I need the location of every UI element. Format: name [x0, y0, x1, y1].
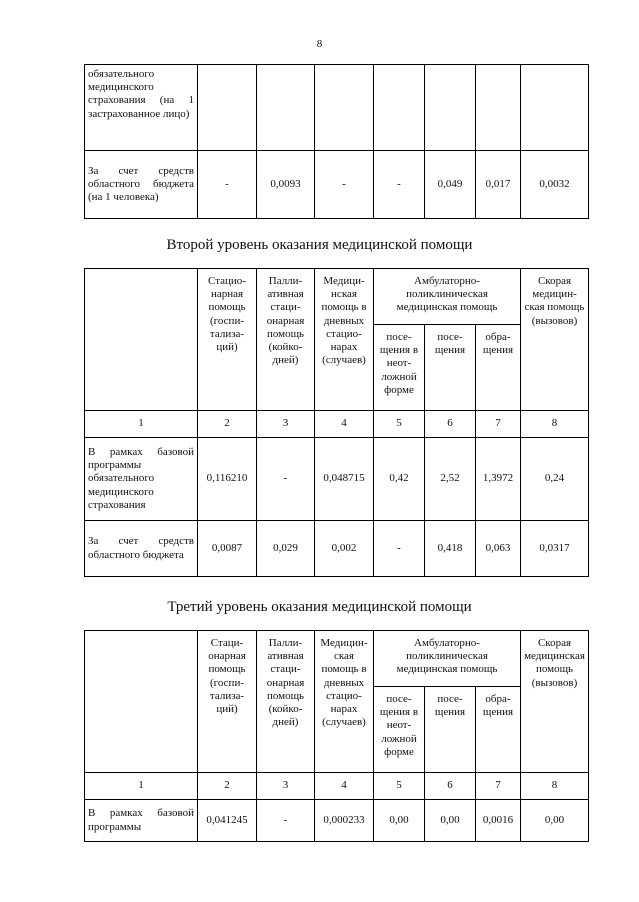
- column-number: 6: [425, 411, 476, 438]
- column-numbers-row: [85, 411, 589, 438]
- column-number: 5: [374, 773, 425, 800]
- table-cell: 0,029: [257, 521, 315, 577]
- table-cell: 0,0032: [521, 151, 589, 219]
- column-number: 1: [85, 411, 198, 438]
- header-col2: Стаци-онарная помощь (госпи-тализа-ций): [198, 631, 257, 773]
- header-cell-empty: [85, 631, 198, 773]
- column-number: 6: [425, 773, 476, 800]
- table-cell: [257, 65, 315, 151]
- table-cell: 0,000233: [315, 800, 374, 842]
- column-number: 1: [85, 773, 198, 800]
- table-cell: 1,3972: [476, 438, 521, 521]
- header-col3: Палли-ативная стаци-онарная помощь (койко-дней): [257, 631, 315, 773]
- section-title-level3: Третий уровень оказания медицинской помощи: [167, 599, 472, 615]
- header-col8: Скорая медицинская помощь (вызовов): [521, 631, 589, 773]
- table-cell: 0,418: [425, 521, 476, 577]
- table-cell: 0,0317: [521, 521, 589, 577]
- header-col8: Скорая медицин-ская помощь (вызовов): [521, 269, 589, 411]
- table-cell: [198, 65, 257, 151]
- table-cell: 0,00: [425, 800, 476, 842]
- table-cell: 0,049: [425, 151, 476, 219]
- column-number: 4: [315, 773, 374, 800]
- table-cell: 0,42: [374, 438, 425, 521]
- page-number: 8: [316, 38, 323, 50]
- row-label: За счет средств областного бюджета: [85, 521, 198, 577]
- header-ambulatory: Амбулаторно-поликлиническая медицинская помощь: [374, 631, 521, 687]
- column-number: 2: [198, 773, 257, 800]
- table-cell: -: [257, 800, 315, 842]
- header-col6: посе-щения: [425, 687, 476, 773]
- table-cell: 0,002: [315, 521, 374, 577]
- table-cell: 0,017: [476, 151, 521, 219]
- section-title-level2: Второй уровень оказания медицинской помощи: [166, 237, 473, 253]
- table-cell: 0,116210: [198, 438, 257, 521]
- header-col5: посе-щения в неот-ложной форме: [374, 325, 425, 411]
- table-cell: 0,0093: [257, 151, 315, 219]
- header-col3: Палли-ативная стаци-онарная помощь (койко-дней): [257, 269, 315, 411]
- table-row: [85, 65, 589, 151]
- column-number: 8: [521, 411, 589, 438]
- table-cell: -: [198, 151, 257, 219]
- row-label: В рамках базовой программы: [85, 800, 198, 842]
- level2-table: [84, 268, 589, 577]
- table-cell: 0,041245: [198, 800, 257, 842]
- row-label: За счет средств областного бюджета (на 1 человека): [85, 151, 198, 219]
- table-cell: -: [257, 438, 315, 521]
- header-col4: Медицин-ская помощь в дневных стацио-нарах (случаев): [315, 631, 374, 773]
- table-cell: [374, 65, 425, 151]
- header-row: [85, 269, 589, 325]
- table-cell: 0,063: [476, 521, 521, 577]
- header-col7: обра-щения: [476, 325, 521, 411]
- table-cell: [425, 65, 476, 151]
- table-cell: -: [374, 151, 425, 219]
- header-cell-empty: [85, 269, 198, 411]
- column-number: 5: [374, 411, 425, 438]
- column-number: 3: [257, 411, 315, 438]
- table-cell: 0,0087: [198, 521, 257, 577]
- header-row: [85, 631, 589, 687]
- table-row: [85, 151, 589, 219]
- column-numbers-row: [85, 773, 589, 800]
- table-row: [85, 521, 589, 577]
- header-col4: Медици-нская помощь в дневных стацио-нарах (случаев): [315, 269, 374, 411]
- column-number: 3: [257, 773, 315, 800]
- table-cell: 0,24: [521, 438, 589, 521]
- column-number: 7: [476, 411, 521, 438]
- header-col2: Стацио-нарная помощь (госпи-тализа-ций): [198, 269, 257, 411]
- table-cell: [315, 65, 374, 151]
- table-cell: [521, 65, 589, 151]
- table-cell: 0,00: [521, 800, 589, 842]
- level3-table: [84, 630, 589, 842]
- table-row: [85, 800, 589, 842]
- continuation-table: [84, 64, 589, 219]
- column-number: 8: [521, 773, 589, 800]
- table-row: [85, 438, 589, 521]
- row-label: В рамках базовой программы обязательного медицинского страхования: [85, 438, 198, 521]
- header-col7: обра-щения: [476, 687, 521, 773]
- row-label: обязательного медицинского страхования (на 1 застрахованное лицо): [85, 65, 198, 151]
- table-cell: 0,0016: [476, 800, 521, 842]
- header-col5: посе-щения в неот-ложной форме: [374, 687, 425, 773]
- column-number: 7: [476, 773, 521, 800]
- header-ambulatory: Амбулаторно-поликлиническая медицинская помощь: [374, 269, 521, 325]
- table-cell: -: [374, 521, 425, 577]
- table-cell: 0,00: [374, 800, 425, 842]
- column-number: 4: [315, 411, 374, 438]
- table-cell: [476, 65, 521, 151]
- column-number: 2: [198, 411, 257, 438]
- header-col6: посе-щения: [425, 325, 476, 411]
- table-cell: 0,048715: [315, 438, 374, 521]
- table-cell: -: [315, 151, 374, 219]
- table-cell: 2,52: [425, 438, 476, 521]
